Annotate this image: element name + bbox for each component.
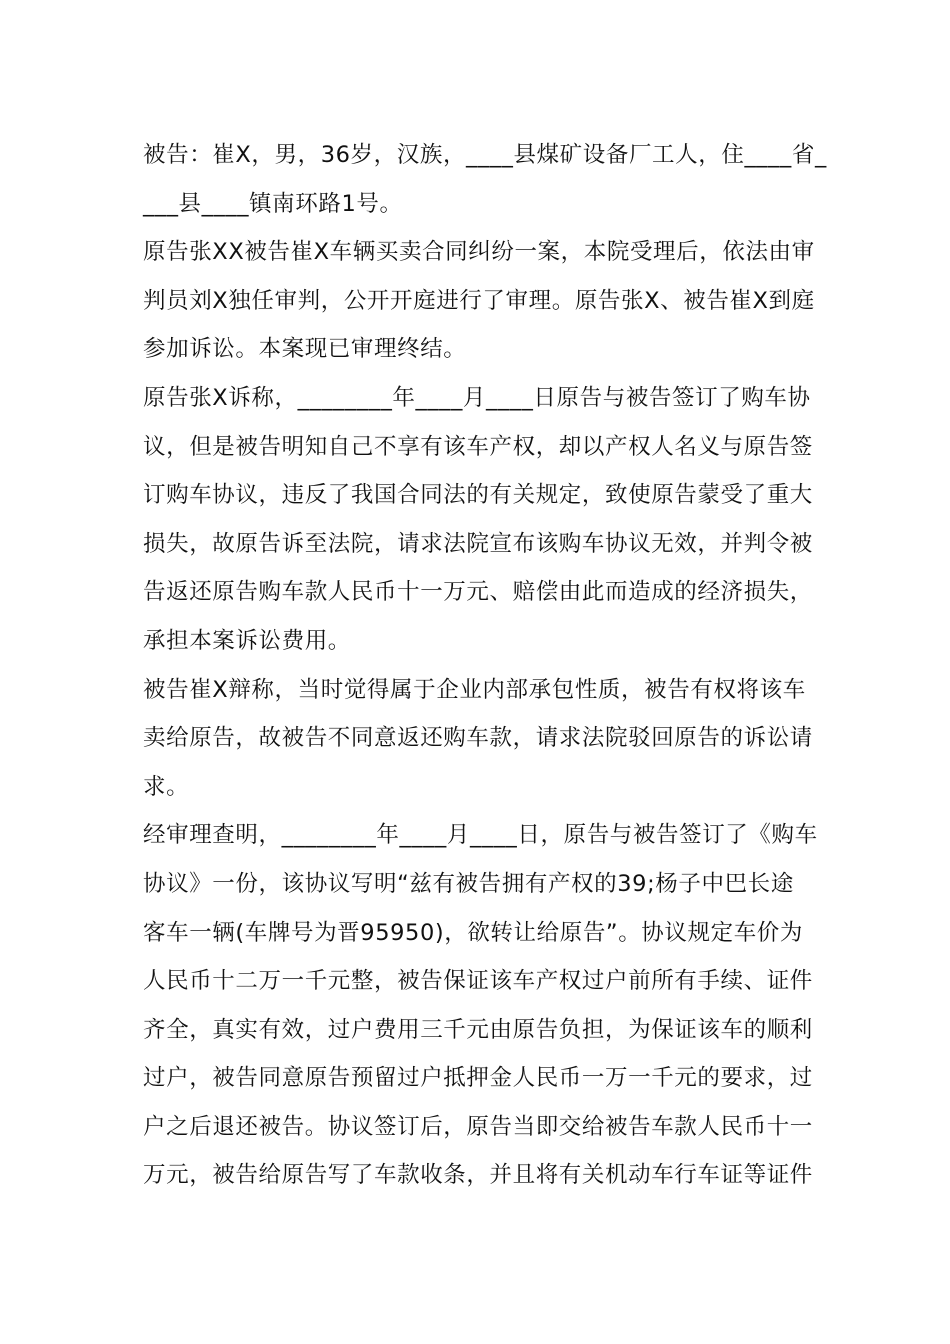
text-line: 经审理查明，________年____月____日，原告与被告签订了《购车 xyxy=(143,822,818,849)
text-line: 承担本案诉讼费用。 xyxy=(143,627,351,654)
text-line: 卖给原告，故被告不同意返还购车款，请求法院驳回原告的诉讼请 xyxy=(143,725,813,752)
document-body xyxy=(143,131,827,1200)
text-line: 求。 xyxy=(143,773,190,800)
text-line: 原告张XX被告崔X车辆买卖合同纠纷一案，本院受理后，依法由审 xyxy=(143,239,815,266)
text-line: 原告张X诉称，________年____月____日原告与被告签订了购车协 xyxy=(143,384,811,411)
text-line: 被告崔X辩称，当时觉得属于企业内部承包性质，被告有权将该车 xyxy=(143,676,806,703)
text-line: 判员刘X独任审判，公开开庭进行了审理。原告张X、被告崔X到庭 xyxy=(143,287,815,314)
text-line: 损失，故原告诉至法院，请求法院宣布该购车协议无效，并判令被 xyxy=(143,530,813,557)
text-line: 过户，被告同意原告预留过户抵押金人民币一万一千元的要求，过 xyxy=(143,1065,813,1092)
text-line: ___县____镇南环路1号。 xyxy=(143,190,403,217)
text-line: 户之后退还被告。协议签订后，原告当即交给被告车款人民币十一 xyxy=(143,1113,813,1140)
text-line: 万元，被告给原告写了车款收条，并且将有关机动车行车证等证件 xyxy=(143,1162,813,1189)
text-line: 齐全，真实有效，过户费用三千元由原告负担，为保证该车的顺利 xyxy=(143,1016,813,1043)
text-line: 参加诉讼。本案现已审理终结。 xyxy=(143,336,467,363)
text-line: 人民币十二万一千元整，被告保证该车产权过户前所有手续、证件 xyxy=(143,968,813,995)
text-line: 客车一辆(车牌号为晋95950)，欲转让给原告”。协议规定车价为 xyxy=(143,919,803,946)
text-line: 告返还原告购车款人民币十一万元、赔偿由此而造成的经济损失， xyxy=(143,579,813,606)
text-line: 被告：崔X，男，36岁，汉族，____县煤矿设备厂工人，住____省_ xyxy=(143,142,827,168)
text-line: 议，但是被告明知自己不享有该车产权，却以产权人名义与原告签 xyxy=(143,433,813,460)
text-line: 订购车协议，违反了我国合同法的有关规定，致使原告蒙受了重大 xyxy=(143,482,813,509)
text-line: 协议》一份，该协议写明“兹有被告拥有产权的39;杨子中巴长途 xyxy=(143,870,794,897)
